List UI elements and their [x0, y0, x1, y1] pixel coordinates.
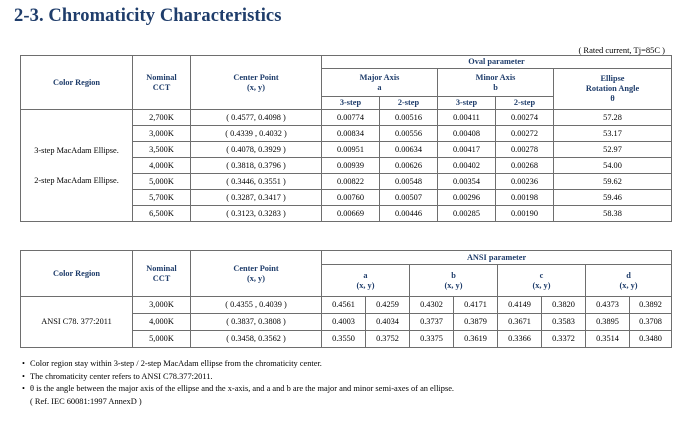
footnotes	[22, 358, 454, 408]
note-line: • θ is the angle between the major axis of the ellipse and the x-axis, and a and b are the major and minor semi-axes of an ellipse.	[22, 383, 454, 396]
cct-cell: 6,500K	[133, 206, 191, 222]
center-point-cell: ( 0.3446, 0.3551 )	[191, 174, 322, 190]
header-center-point: Center Point (x, y)	[191, 251, 322, 297]
minor-3step-cell: 0.00296	[438, 190, 496, 206]
center-point-cell: ( 0.3837, 0.3808 )	[191, 314, 322, 331]
center-point-cell: ( 0.4577, 0.4098 )	[191, 110, 322, 126]
b-x-cell: 0.4302	[410, 297, 454, 314]
center-point-cell: ( 0.4078, 0.3929 )	[191, 142, 322, 158]
header-b: b (x, y)	[410, 265, 498, 297]
header-center-point: Center Point (x, y)	[191, 56, 322, 110]
major-3step-cell: 0.00834	[322, 126, 380, 142]
cct-cell: 5,000K	[133, 174, 191, 190]
minor-3step-cell: 0.00417	[438, 142, 496, 158]
region-cell: ANSI C78. 377:2011	[21, 297, 133, 348]
note-line: • Color region stay within 3-step / 2-step MacAdam ellipse from the chromaticity center.	[22, 358, 454, 371]
header-minor-2step: 2-step	[496, 97, 554, 110]
minor-2step-cell: 0.00236	[496, 174, 554, 190]
minor-2step-cell: 0.00268	[496, 158, 554, 174]
note-line: • The chromaticity center refers to ANSI C78.377:2011.	[22, 371, 454, 384]
d-x-cell: 0.3514	[586, 331, 630, 348]
d-y-cell: 0.3480	[630, 331, 672, 348]
minor-3step-cell: 0.00402	[438, 158, 496, 174]
cct-cell: 3,500K	[133, 142, 191, 158]
note-reference: ( Ref. IEC 60081:1997 AnnexD )	[30, 396, 142, 406]
cct-cell: 3,000K	[133, 126, 191, 142]
header-major-3step: 3-step	[322, 97, 380, 110]
header-c: c (x, y)	[498, 265, 586, 297]
minor-2step-cell: 0.00272	[496, 126, 554, 142]
a-y-cell: 0.4034	[366, 314, 410, 331]
header-nominal-cct: Nominal CCT	[133, 251, 191, 297]
c-y-cell: 0.3820	[542, 297, 586, 314]
cct-cell: 5,000K	[133, 331, 191, 348]
table-row	[21, 110, 672, 126]
major-3step-cell: 0.00822	[322, 174, 380, 190]
angle-cell: 59.62	[554, 174, 672, 190]
bullet-icon: •	[22, 384, 25, 394]
c-x-cell: 0.3671	[498, 314, 542, 331]
angle-cell: 57.28	[554, 110, 672, 126]
angle-cell: 54.00	[554, 158, 672, 174]
header-ansi-parameter: ANSI parameter	[322, 251, 672, 265]
angle-cell: 59.46	[554, 190, 672, 206]
a-x-cell: 0.3550	[322, 331, 366, 348]
header-minor-3step: 3-step	[438, 97, 496, 110]
ansi-parameter-table	[20, 250, 672, 348]
angle-cell: 58.38	[554, 206, 672, 222]
header-oval-parameter: Oval parameter	[322, 56, 672, 69]
c-x-cell: 0.3366	[498, 331, 542, 348]
header-d: d (x, y)	[586, 265, 672, 297]
a-x-cell: 0.4561	[322, 297, 366, 314]
header-nominal-cct: Nominal CCT	[133, 56, 191, 110]
minor-2step-cell: 0.00198	[496, 190, 554, 206]
major-2step-cell: 0.00446	[380, 206, 438, 222]
b-x-cell: 0.3737	[410, 314, 454, 331]
major-3step-cell: 0.00669	[322, 206, 380, 222]
d-y-cell: 0.3708	[630, 314, 672, 331]
minor-2step-cell: 0.00278	[496, 142, 554, 158]
center-point-cell: ( 0.4339 , 0.4032 )	[191, 126, 322, 142]
b-y-cell: 0.3619	[454, 331, 498, 348]
bullet-icon: •	[22, 359, 25, 368]
b-y-cell: 0.4171	[454, 297, 498, 314]
header-major-axis: Major Axis a	[322, 69, 438, 97]
header-a: a (x, y)	[322, 265, 410, 297]
major-2step-cell: 0.00626	[380, 158, 438, 174]
major-3step-cell: 0.00951	[322, 142, 380, 158]
region-cell: 3-step MacAdam Ellipse. 2-step MacAdam Ellipse.	[21, 110, 133, 222]
b-x-cell: 0.3375	[410, 331, 454, 348]
c-y-cell: 0.3372	[542, 331, 586, 348]
cct-cell: 2,700K	[133, 110, 191, 126]
major-3step-cell: 0.00939	[322, 158, 380, 174]
center-point-cell: ( 0.3818, 0.3796 )	[191, 158, 322, 174]
major-2step-cell: 0.00548	[380, 174, 438, 190]
major-3step-cell: 0.00774	[322, 110, 380, 126]
header-ellipse-angle: Ellipse Rotation Angle θ	[554, 69, 672, 110]
center-point-cell: ( 0.3458, 0.3562 )	[191, 331, 322, 348]
d-x-cell: 0.4373	[586, 297, 630, 314]
header-color-region: Color Region	[21, 251, 133, 297]
header-minor-axis: Minor Axis b	[438, 69, 554, 97]
a-y-cell: 0.4259	[366, 297, 410, 314]
page-title: 2-3. Chromaticity Characteristics	[14, 6, 282, 26]
d-x-cell: 0.3895	[586, 314, 630, 331]
cct-cell: 4,000K	[133, 158, 191, 174]
oval-parameter-table	[20, 55, 672, 222]
test-condition: ( Rated current, Tj=85C )	[578, 45, 665, 55]
major-3step-cell: 0.00760	[322, 190, 380, 206]
cct-cell: 3,000K	[133, 297, 191, 314]
minor-3step-cell: 0.00285	[438, 206, 496, 222]
major-2step-cell: 0.00516	[380, 110, 438, 126]
center-point-cell: ( 0.3287, 0.3417 )	[191, 190, 322, 206]
c-y-cell: 0.3583	[542, 314, 586, 331]
angle-cell: 52.97	[554, 142, 672, 158]
minor-3step-cell: 0.00411	[438, 110, 496, 126]
d-y-cell: 0.3892	[630, 297, 672, 314]
cct-cell: 5,700K	[133, 190, 191, 206]
header-color-region: Color Region	[21, 56, 133, 110]
header-major-2step: 2-step	[380, 97, 438, 110]
major-2step-cell: 0.00507	[380, 190, 438, 206]
a-x-cell: 0.4003	[322, 314, 366, 331]
a-y-cell: 0.3752	[366, 331, 410, 348]
minor-3step-cell: 0.00408	[438, 126, 496, 142]
minor-2step-cell: 0.00274	[496, 110, 554, 126]
b-y-cell: 0.3879	[454, 314, 498, 331]
center-point-cell: ( 0.3123, 0.3283 )	[191, 206, 322, 222]
minor-3step-cell: 0.00354	[438, 174, 496, 190]
major-2step-cell: 0.00556	[380, 126, 438, 142]
bullet-icon: •	[22, 371, 25, 381]
major-2step-cell: 0.00634	[380, 142, 438, 158]
angle-cell: 53.17	[554, 126, 672, 142]
c-x-cell: 0.4149	[498, 297, 542, 314]
minor-2step-cell: 0.00190	[496, 206, 554, 222]
table-row	[21, 297, 672, 314]
cct-cell: 4,000K	[133, 314, 191, 331]
center-point-cell: ( 0.4355 , 0.4039 )	[191, 297, 322, 314]
